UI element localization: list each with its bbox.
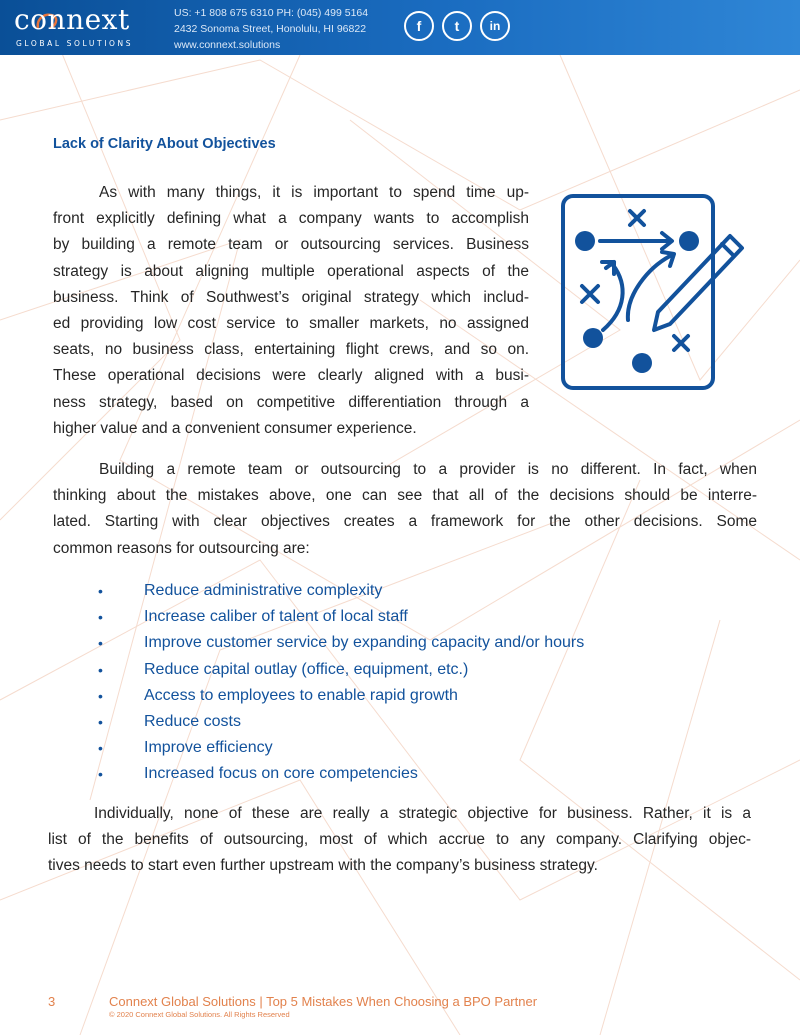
linkedin-icon[interactable]: in (480, 11, 510, 41)
list-item-text: Improve customer service by expanding capacity and/or hours (144, 634, 585, 652)
bullet-icon: • (98, 713, 103, 730)
bullet-icon: • (98, 635, 103, 652)
paragraph-line: ness strategy, based on competitive differentiation through a (53, 393, 529, 411)
connext-logo (14, 3, 139, 50)
page-header (0, 0, 800, 55)
bullet-icon: • (98, 687, 103, 704)
list-item-text: Increase caliber of talent of local staff (144, 608, 408, 626)
bullet-icon: • (98, 661, 103, 678)
paragraph-line: strategy is about aligning multiple operational aspects of the (53, 262, 529, 280)
facebook-icon[interactable]: f (404, 11, 434, 41)
paragraph-line: thinking about the mistakes above, one can see that all of the decisions should be interre- (53, 487, 757, 505)
paragraph-line: lated. Starting with clear objectives creates a framework for the other decisions. Some (53, 513, 757, 531)
list-item-text: Improve efficiency (144, 739, 273, 757)
contact-website[interactable]: www.connext.solutions (174, 39, 281, 51)
footer-title: Connext Global Solutions | Top 5 Mistakes When Choosing a BPO Partner (109, 994, 538, 1009)
paragraph-conclusion (48, 801, 751, 880)
list-item-text: Access to employees to enable rapid growth (144, 686, 458, 704)
contact-address: 2432 Sonoma Street, Honolulu, HI 96822 (174, 23, 367, 35)
paragraph-line: higher value and a convenient consumer experience. (53, 419, 417, 437)
strategy-playbook-icon (558, 190, 748, 395)
paragraph-line: front explicitly defining what a company wants to accomplish (53, 210, 529, 228)
paragraph-line: business. Think of Southwest’s original strategy which includ- (53, 288, 529, 306)
paragraph-line: common reasons for outsourcing are: (53, 539, 310, 557)
page-number: 3 (48, 994, 56, 1009)
paragraph-reasons (53, 457, 757, 562)
paragraph-line: These operational decisions were clearly aligned with a busi- (53, 367, 529, 385)
paragraph-line: seats, no business class, entertaining flight crews, and so on. (53, 341, 529, 359)
paragraph-line: As with many things, it is important to spend time up- (99, 184, 529, 201)
bullet-icon: • (98, 609, 103, 626)
bullet-icon: • (98, 766, 103, 783)
footer-copyright: © 2020 Connext Global Solutions. All Rights Reserved (109, 1010, 290, 1019)
list-item-text: Reduce costs (144, 712, 241, 730)
paragraph-line: ed providing low cost service to smaller markets, no assigned (53, 315, 529, 333)
paragraph-line: Building a remote team or outsourcing to a provider is no different. In fact, when (99, 461, 757, 478)
paragraph-intro (53, 180, 529, 442)
paragraph-line: list of the benefits of outsourcing, most of which accrue to any company. Clarifying objec- (48, 831, 751, 849)
logo-wordmark: connext (14, 3, 130, 36)
bullet-icon: • (98, 583, 103, 599)
list-item-text: Reduce capital outlay (office, equipment, etc.) (144, 660, 469, 678)
logo-tagline: GLOBAL SOLUTIONS (16, 39, 134, 48)
contact-info (174, 5, 368, 53)
twitter-icon[interactable]: t (442, 11, 472, 41)
list-item-text: Reduce administrative complexity (144, 582, 383, 599)
paragraph-line: Individually, none of these are really a strategic objective for business. Rather, it is a (94, 805, 751, 822)
paragraph-line: by building a remote team or outsourcing services. Business (53, 236, 529, 254)
bullet-icon: • (98, 740, 103, 757)
paragraph-line: tives needs to start even further upstream with the company’s business strategy. (48, 857, 598, 875)
list-item-text: Increased focus on core competencies (144, 765, 418, 783)
contact-phone: US: +1 808 675 6310 PH: (045) 499 5164 (174, 7, 369, 19)
section-heading: Lack of Clarity About Objectives (53, 136, 276, 152)
